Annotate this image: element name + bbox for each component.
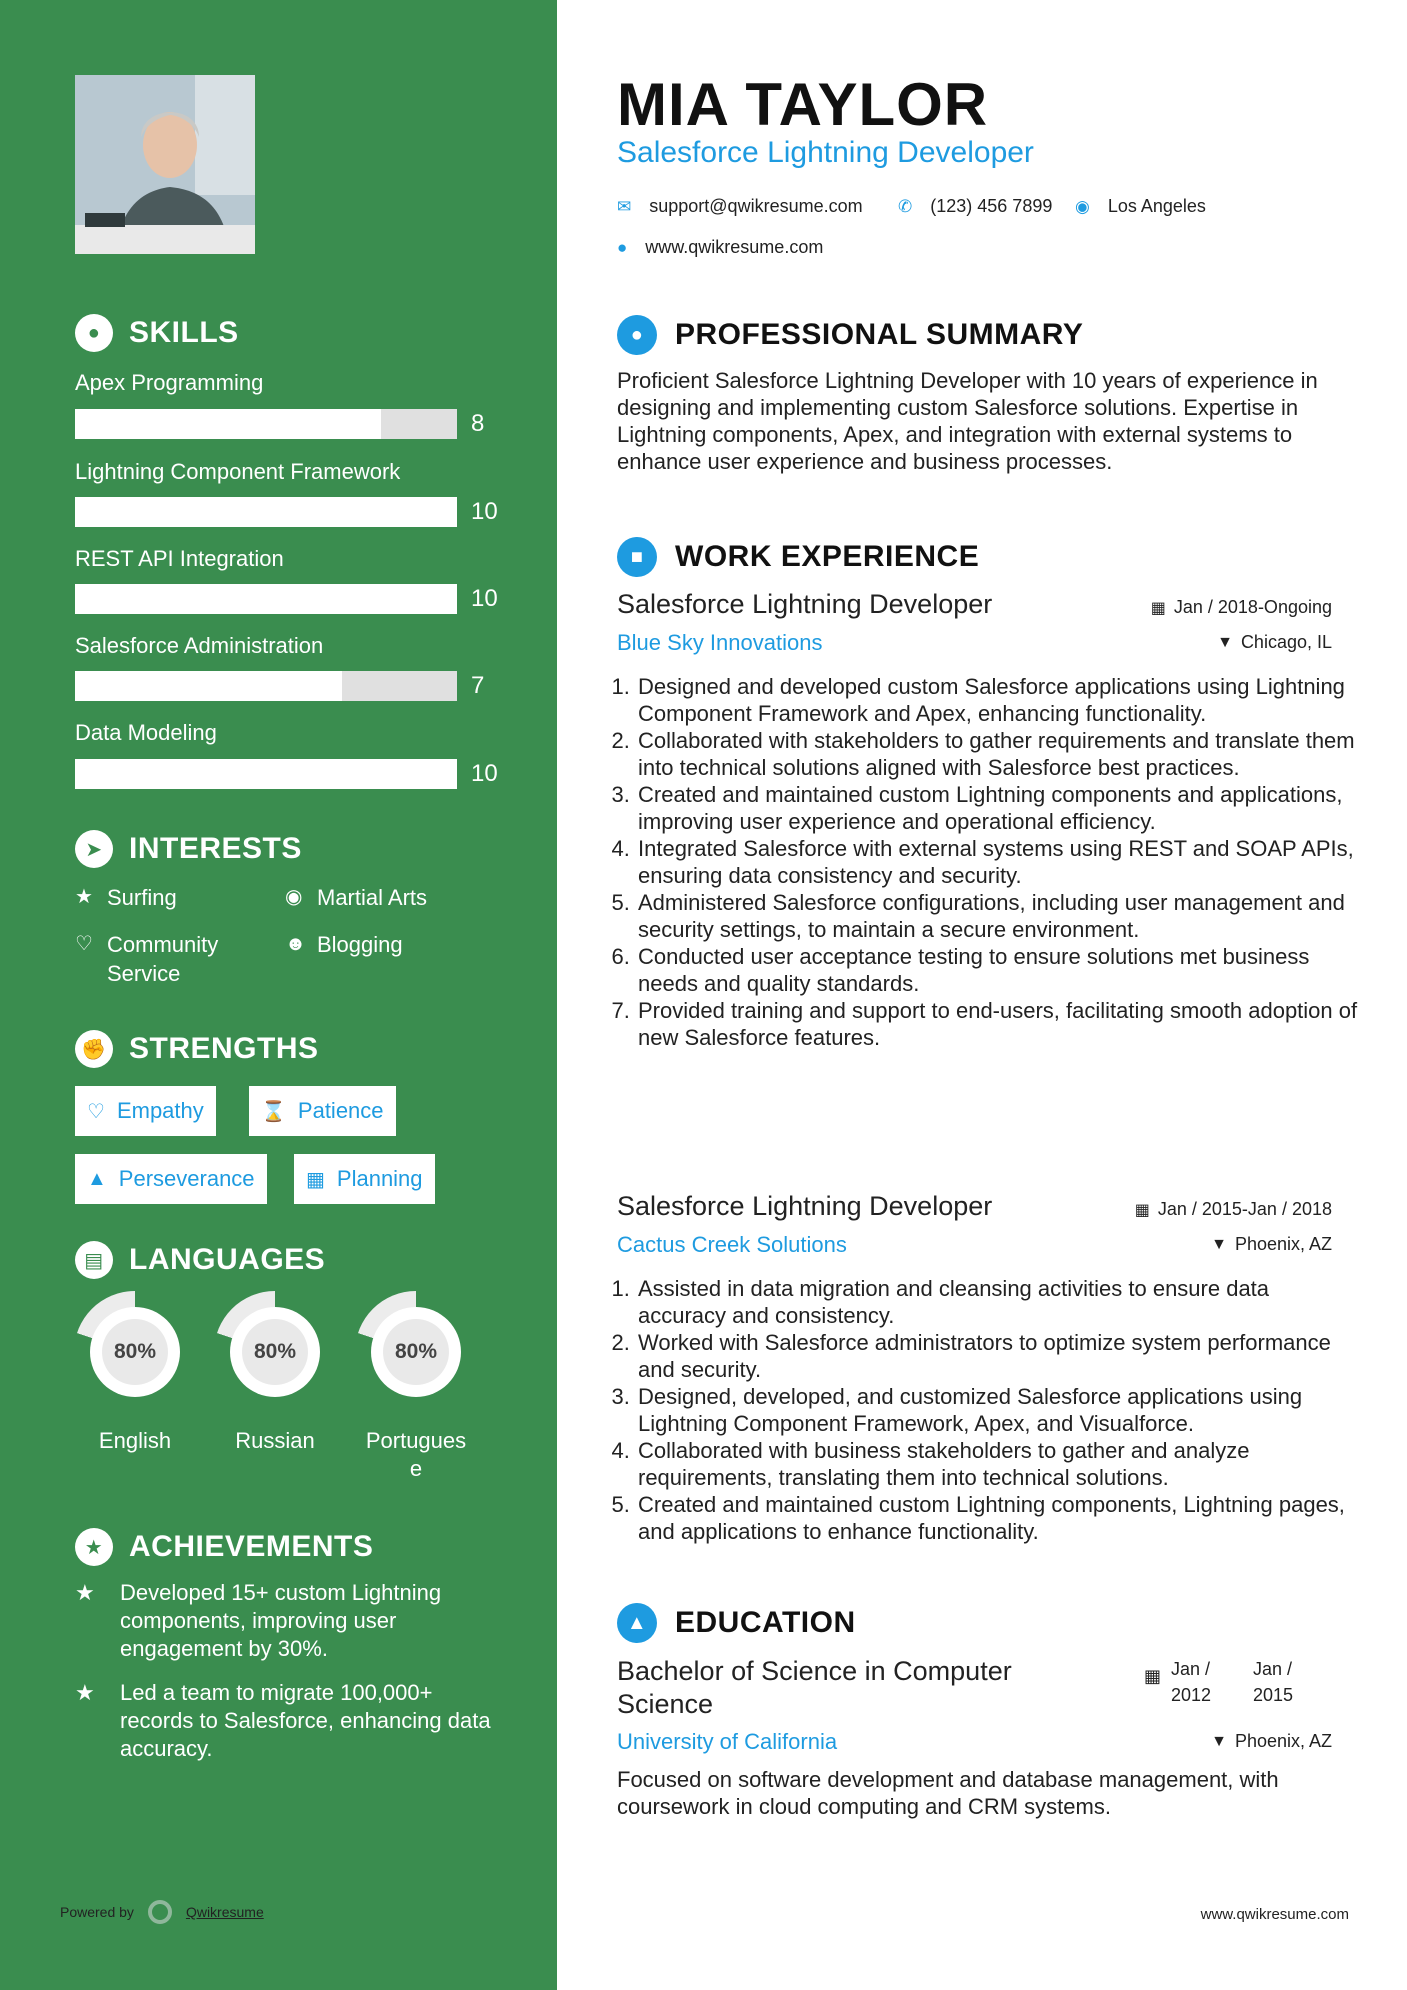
handshake-icon: ♡ — [87, 1100, 105, 1123]
job-duties — [610, 1275, 1361, 1545]
duty-item: 3. Designed, developed, and customized Salesforce applications using Lightning Component Framework, Apex, and Visualforce. — [636, 1383, 1361, 1437]
duty-item: 1. Assisted in data migration and cleansing activities to ensure data accuracy and consistency. — [636, 1275, 1361, 1329]
job-duties — [610, 673, 1361, 1051]
qwikresume-logo-icon — [148, 1900, 172, 1924]
skill-bar — [75, 497, 457, 527]
phone-icon: ✆ — [898, 196, 913, 216]
language-percent: 80% — [383, 1319, 449, 1385]
duty-item: 4. Collaborated with business stakeholders to gather and analyze requirements, translating them into technical solutions. — [636, 1437, 1361, 1491]
calendar-icon: ▦ — [1134, 1201, 1150, 1219]
duty-item: 2. Worked with Salesforce administrators to optimize system performance and security. — [636, 1329, 1361, 1383]
duty-item: 2. Collaborated with stakeholders to gather requirements and translate them into technical solutions aligned with Salesforce best practices. — [636, 727, 1361, 781]
skill-value: 10 — [471, 585, 498, 612]
office-chair-icon: ■ — [617, 537, 657, 577]
skill-value: 7 — [471, 672, 485, 699]
footer-url[interactable]: www.qwikresume.com — [1200, 1906, 1349, 1923]
hourglass-icon: ⌛ — [261, 1100, 286, 1123]
skill-bar-fill — [75, 584, 457, 614]
strength-chip: ⌛ Patience — [249, 1086, 396, 1136]
skills-heading: ● SKILLS — [75, 314, 239, 352]
skill-bar — [75, 409, 457, 439]
language-name: Portugues e — [365, 1428, 467, 1481]
education-location: ▼ Phoenix, AZ — [1211, 1731, 1332, 1751]
users-icon: ☻ — [285, 933, 307, 955]
pushpin-icon: ▼ — [1217, 633, 1233, 651]
award-star-icon: ★ — [75, 1528, 113, 1566]
brand-link[interactable]: Qwikresume — [185, 1904, 264, 1920]
contact-phone: ✆ (123) 456 7899 — [898, 196, 1053, 216]
duty-item: 4. Integrated Salesforce with external systems using REST and SOAP APIs, ensuring data consistency and security. — [636, 835, 1361, 889]
calendar-icon: ▦ — [1144, 1666, 1162, 1686]
id-card-icon: ▤ — [75, 1241, 113, 1279]
job-company: Blue Sky Innovations — [617, 630, 823, 655]
skill-value: 10 — [471, 498, 498, 525]
language-ring — [74, 1291, 196, 1413]
language-name: Russian — [235, 1428, 315, 1453]
shooting-star-icon: ★ — [75, 1680, 95, 1705]
achievement-item: ★ Led a team to migrate 100,000+ records to Salesforce, enhancing data accuracy. — [75, 1680, 491, 1761]
education-heading: ▲ EDUCATION — [617, 1603, 856, 1643]
contact-location: ◉ Los Angeles — [1075, 196, 1206, 216]
globe-icon: ● — [617, 237, 628, 257]
road-icon: ▲ — [87, 1167, 107, 1190]
fist-icon: ✊ — [75, 1030, 113, 1068]
interest-item: ★ Surfing — [75, 885, 177, 910]
language-percent: 80% — [102, 1319, 168, 1385]
language-ring — [214, 1291, 336, 1413]
education-description: Focused on software development and database management, with coursework in cloud computing and CRM systems. — [617, 1767, 1279, 1819]
job-title: Salesforce Lightning Developer — [617, 589, 993, 619]
skill-name: REST API Integration — [75, 546, 284, 571]
graduation-cap-icon: ▲ — [617, 1603, 657, 1643]
skill-bar-fill — [75, 409, 381, 439]
calendar-icon: ▦ — [1150, 599, 1166, 617]
globe-icon: ◉ — [285, 886, 303, 908]
duty-item: 5. Administered Salesforce configurations, including user management and security settings, to maintain a secure environment. — [636, 889, 1361, 943]
lightbulb-icon: ● — [75, 314, 113, 352]
degree-title: Bachelor of Science in Computer Science — [617, 1656, 1012, 1719]
strength-chip: ♡ Empathy — [75, 1086, 216, 1136]
skill-name: Data Modeling — [75, 720, 217, 745]
candidate-title: Salesforce Lightning Developer — [617, 136, 1034, 169]
contact-email: ✉ support@qwikresume.com — [617, 196, 863, 216]
job-dates: ▦ Jan / 2018-Ongoing — [1150, 597, 1332, 617]
pushpin-icon: ▼ — [1211, 1235, 1227, 1253]
shooting-star-icon: ★ — [75, 1580, 95, 1605]
job-company: Cactus Creek Solutions — [617, 1232, 847, 1257]
languages-heading: ▤ LANGUAGES — [75, 1241, 325, 1279]
experience-heading: ■ WORK EXPERIENCE — [617, 537, 979, 577]
envelope-icon: ✉ — [617, 196, 632, 216]
language-ring — [355, 1291, 477, 1413]
duty-item: 3. Created and maintained custom Lightning components and applications, improving user experience and operational efficiency. — [636, 781, 1361, 835]
interests-heading: ➤ INTERESTS — [75, 830, 302, 868]
duty-item: 1. Designed and developed custom Salesforce applications using Lightning Component Framework and Apex, enhancing functionality. — [636, 673, 1361, 727]
skill-value: 8 — [471, 410, 485, 437]
paper-plane-icon: ➤ — [75, 830, 113, 868]
sidebar — [0, 0, 557, 1990]
strength-chip: ▦ Planning — [294, 1154, 435, 1204]
school-name: University of California — [617, 1729, 838, 1754]
user-icon: ● — [617, 315, 657, 355]
duty-item: 6. Conducted user acceptance testing to ensure solutions met business needs and quality standards. — [636, 943, 1361, 997]
summary-heading: ● PROFESSIONAL SUMMARY — [617, 315, 1083, 355]
calendar-icon: ▦ — [306, 1168, 325, 1191]
skill-value: 10 — [471, 760, 498, 787]
strengths-heading: ✊ STRENGTHS — [75, 1030, 319, 1068]
pushpin-icon: ▼ — [1211, 1732, 1227, 1750]
skill-bar-fill — [75, 671, 342, 701]
star-icon: ★ — [75, 886, 93, 908]
job-location: ▼ Chicago, IL — [1217, 632, 1332, 652]
language-percent: 80% — [242, 1319, 308, 1385]
achievements-heading: ★ ACHIEVEMENTS — [75, 1528, 373, 1566]
skill-bar — [75, 759, 457, 789]
candidate-name: MIA TAYLOR — [617, 71, 989, 138]
contact-website: ● www.qwikresume.com — [617, 237, 824, 257]
job-dates: ▦ Jan / 2015-Jan / 2018 — [1134, 1199, 1332, 1219]
interest-item: ☻ Blogging — [285, 932, 403, 957]
skill-bar-fill — [75, 497, 457, 527]
interest-item: ◉ Martial Arts — [285, 885, 428, 910]
education-dates: ▦ Jan / 2012 Jan / 2015 — [1144, 1659, 1294, 1705]
interest-item: ♡ Community Service — [75, 932, 219, 986]
job-location: ▼ Phoenix, AZ — [1211, 1234, 1332, 1254]
skill-name: Apex Programming — [75, 370, 264, 395]
powered-by: Powered by Qwikresume — [60, 1900, 264, 1924]
achievement-item: ★ Developed 15+ custom Lightning components, improving user engagement by 30%. — [75, 1580, 442, 1661]
skill-bar-fill — [75, 759, 457, 789]
skill-bar — [75, 671, 457, 701]
skill-name: Lightning Component Framework — [75, 459, 401, 484]
skill-name: Salesforce Administration — [75, 633, 324, 658]
skill-bar — [75, 584, 457, 614]
profile-photo — [75, 75, 255, 254]
job-title: Salesforce Lightning Developer — [617, 1191, 993, 1221]
language-name: English — [98, 1428, 172, 1453]
map-pin-icon: ◉ — [1075, 196, 1090, 216]
duty-item: 7. Provided training and support to end-users, facilitating smooth adoption of new Salesforce features. — [636, 997, 1361, 1051]
duty-item: 5. Created and maintained custom Lightning components, Lightning pages, and applications to enhance functionality. — [636, 1491, 1361, 1545]
summary-text: Proficient Salesforce Lightning Developer with 10 years of experience in designing and implementing custom Salesforce solutions. Expertise in Lightning components, Apex, and integration with external systems to enhance user experience and business processes. — [617, 368, 1318, 474]
strength-chip: ▲ Perseverance — [75, 1154, 267, 1204]
handshake-icon: ♡ — [75, 933, 93, 955]
